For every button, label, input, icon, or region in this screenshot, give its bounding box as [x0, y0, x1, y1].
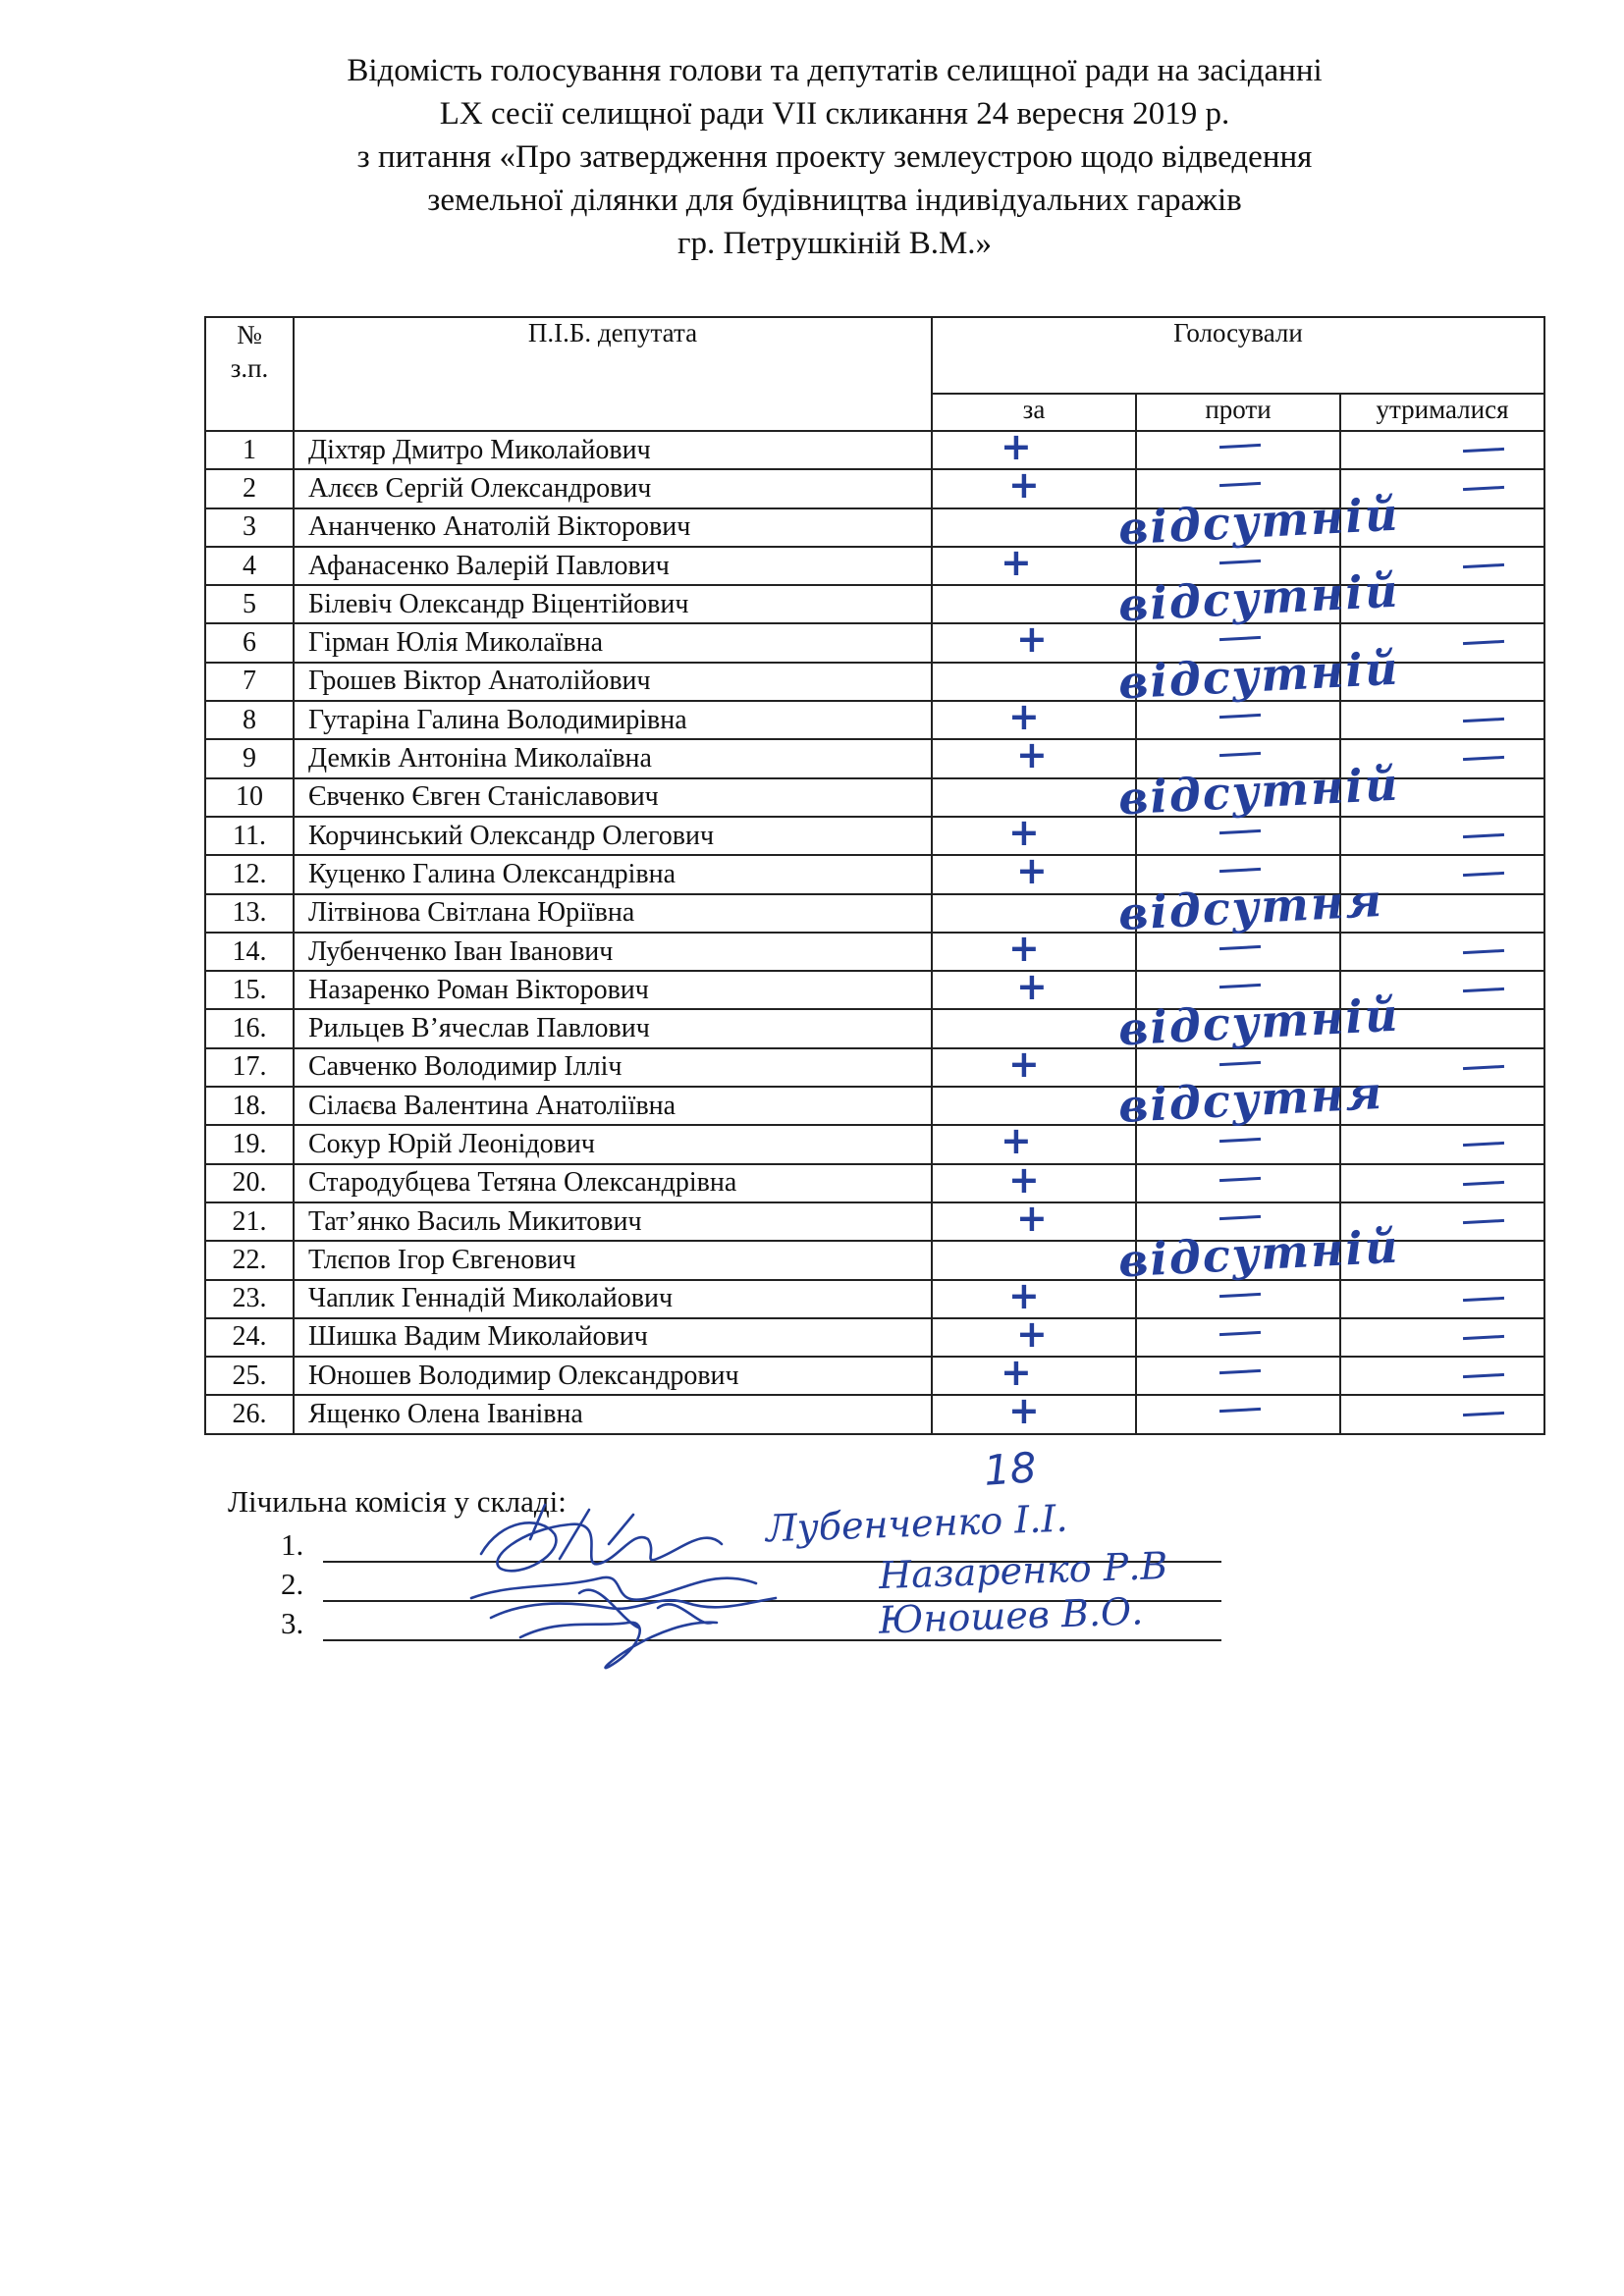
vote-against-cell [1136, 1280, 1340, 1318]
heading-line-1: Відомість голосування голови та депутатів селищної ради на засіданні [347, 53, 1323, 88]
deputy-name: Євченко Євген Станіславович [294, 778, 932, 817]
row-number: 16. [205, 1009, 294, 1047]
table-row [205, 431, 1544, 469]
deputy-name: Ященко Олена Іванівна [294, 1395, 932, 1433]
row-number: 20. [205, 1164, 294, 1202]
table-row [205, 701, 1544, 739]
vote-for-cell [932, 547, 1136, 585]
vote-abstain-cell [1340, 1164, 1544, 1202]
row-number: 22. [205, 1241, 294, 1279]
for-mark: + [1008, 1389, 1040, 1433]
deputy-name: Гірман Юлія Миколаївна [294, 623, 932, 662]
commission-line-number: 1. [281, 1527, 304, 1562]
vote-abstain-cell [1340, 933, 1544, 971]
row-number: 8 [205, 701, 294, 739]
heading-line-3: з питання «Про затвердження проекту землеустрою щодо відведення [356, 139, 1313, 175]
deputy-name: Грошев Віктор Анатолійович [294, 663, 932, 701]
row-number: 11. [205, 817, 294, 855]
row-number: 18. [205, 1087, 294, 1125]
deputy-name: Рильцев В’ячеслав Павлович [294, 1009, 932, 1047]
deputy-name: Ананченко Анатолій Вікторович [294, 508, 932, 547]
deputy-name: Куценко Галина Олександрівна [294, 855, 932, 893]
absent-note: відсутній [1116, 757, 1401, 826]
commission-member-name-3: Юношев В.О. [878, 1589, 1144, 1642]
vote-against-cell [1136, 1164, 1340, 1202]
row-number: 23. [205, 1280, 294, 1318]
table-row [205, 1164, 1544, 1202]
row-number: 14. [205, 933, 294, 971]
vote-against-cell [1136, 1395, 1340, 1433]
deputy-name: Сілаєва Валентина Анатоліївна [294, 1087, 932, 1125]
vote-abstain-cell [1340, 701, 1544, 739]
absent-note: відсутній [1116, 641, 1401, 710]
deputy-name: Алєєв Сергій Олександрович [294, 469, 932, 507]
vote-abstain-cell [1340, 1125, 1544, 1163]
row-number: 5 [205, 585, 294, 623]
table-row [205, 1125, 1544, 1163]
row-number: 12. [205, 855, 294, 893]
vote-against-cell [1136, 431, 1340, 469]
column-header-number-line1: № [237, 320, 262, 349]
deputy-name: Афанасенко Валерій Павлович [294, 547, 932, 585]
deputy-name: Діхтяр Дмитро Миколайович [294, 431, 932, 469]
for-mark: + [1008, 926, 1040, 970]
table-row [205, 817, 1544, 855]
table-row [205, 1357, 1544, 1395]
deputy-name: Чаплик Геннадій Миколайович [294, 1280, 932, 1318]
row-number: 15. [205, 971, 294, 1009]
for-mark: + [1008, 1273, 1040, 1317]
vote-against-cell [1136, 1357, 1340, 1395]
column-header-name: П.І.Б. депутата [294, 317, 932, 431]
column-header-abstain: утрималися [1340, 394, 1544, 431]
deputy-name: Стародубцева Тетяна Олександрівна [294, 1164, 932, 1202]
deputy-name: Корчинський Олександр Олегович [294, 817, 932, 855]
vote-against-cell [1136, 1318, 1340, 1357]
deputy-name: Савченко Володимир Ілліч [294, 1048, 932, 1087]
column-header-number-line2: з.п. [230, 353, 269, 383]
vote-against-cell [1136, 933, 1340, 971]
row-number: 24. [205, 1318, 294, 1357]
heading-line-2: LХ сесії селищної ради VІІ скликання 24 вересня 2019 р. [439, 96, 1230, 132]
row-number: 25. [205, 1357, 294, 1395]
column-header-against: проти [1136, 394, 1340, 431]
deputy-name: Лубенченко Іван Іванович [294, 933, 932, 971]
vote-abstain-cell [1340, 817, 1544, 855]
absent-note: відсутня [1116, 1066, 1385, 1134]
for-mark: + [1001, 1119, 1032, 1163]
for-mark: + [1016, 617, 1048, 662]
deputy-name: Юношев Володимир Олександрович [294, 1357, 932, 1395]
document-heading [196, 49, 1473, 265]
commission-label: Лічильна комісія у складі: [228, 1484, 567, 1519]
table-row [205, 933, 1544, 971]
row-number: 4 [205, 547, 294, 585]
deputy-name: Назаренко Роман Вікторович [294, 971, 932, 1009]
column-header-number [205, 317, 294, 431]
absent-note: відсутній [1116, 563, 1401, 632]
for-mark: + [1008, 1157, 1040, 1201]
commission-member-name-1: Лубенченко І.І. [765, 1496, 1069, 1551]
for-mark: + [1008, 695, 1040, 739]
for-mark: + [1016, 849, 1048, 893]
for-mark: + [1008, 463, 1040, 507]
row-number: 13. [205, 894, 294, 933]
for-mark: + [1001, 425, 1032, 468]
for-mark: + [1001, 540, 1032, 584]
commission-line-number: 2. [281, 1567, 304, 1601]
row-number: 10 [205, 778, 294, 817]
deputy-name: Демків Антоніна Миколаївна [294, 739, 932, 777]
vote-abstain-cell [1340, 431, 1544, 469]
commission-member-name-2: Назаренко Р.В [878, 1543, 1168, 1598]
deputy-name: Білевіч Олександр Віцентійович [294, 585, 932, 623]
commission-line-number: 3. [281, 1606, 304, 1640]
deputy-name: Гутаріна Галина Володимирівна [294, 701, 932, 739]
vote-for-cell [932, 1087, 1136, 1125]
absent-note: відсутній [1116, 988, 1401, 1056]
vote-for-cell [932, 508, 1136, 547]
for-mark: + [1016, 733, 1048, 777]
absent-note: відсутній [1116, 1219, 1401, 1288]
vote-abstain-cell [1340, 1357, 1544, 1395]
column-header-votes: Голосували [932, 317, 1544, 394]
for-mark: + [1008, 1041, 1040, 1086]
vote-against-cell [1136, 1125, 1340, 1163]
heading-line-4: земельної ділянки для будівництва індивідуальних гаражів [427, 183, 1242, 218]
deputy-name: Тлєпов Ігор Євгенович [294, 1241, 932, 1279]
vote-against-cell [1136, 701, 1340, 739]
for-mark: + [1008, 810, 1040, 854]
row-number: 9 [205, 739, 294, 777]
row-number: 6 [205, 623, 294, 662]
total-for-count: 18 [982, 1443, 1039, 1495]
deputy-name: Тат’янко Василь Микитович [294, 1202, 932, 1241]
deputy-name: Шишка Вадим Миколайович [294, 1318, 932, 1357]
for-mark: + [1016, 1311, 1048, 1356]
heading-line-5: гр. Петрушкіній В.М.» [677, 226, 993, 261]
deputy-name: Сокур Юрій Леонідович [294, 1125, 932, 1163]
row-number: 1 [205, 431, 294, 469]
row-number: 7 [205, 663, 294, 701]
for-mark: + [1016, 1196, 1048, 1240]
row-number: 19. [205, 1125, 294, 1163]
absent-note: відсутній [1116, 487, 1401, 556]
for-mark: + [1016, 965, 1048, 1009]
table-row [205, 1318, 1544, 1357]
vote-abstain-cell [1340, 1318, 1544, 1357]
row-number: 26. [205, 1395, 294, 1433]
row-number: 21. [205, 1202, 294, 1241]
column-header-for: за [932, 394, 1136, 431]
absent-note: відсутня [1116, 873, 1385, 940]
vote-abstain-cell [1340, 1280, 1544, 1318]
row-number: 3 [205, 508, 294, 547]
table-row [205, 1280, 1544, 1318]
deputy-name: Літвінова Світлана Юріївна [294, 894, 932, 933]
for-mark: + [1001, 1351, 1032, 1395]
row-number: 2 [205, 469, 294, 507]
vote-abstain-cell [1340, 1395, 1544, 1433]
handwritten-signatures [461, 1500, 815, 1686]
row-number: 17. [205, 1048, 294, 1087]
table-row [205, 1395, 1544, 1433]
